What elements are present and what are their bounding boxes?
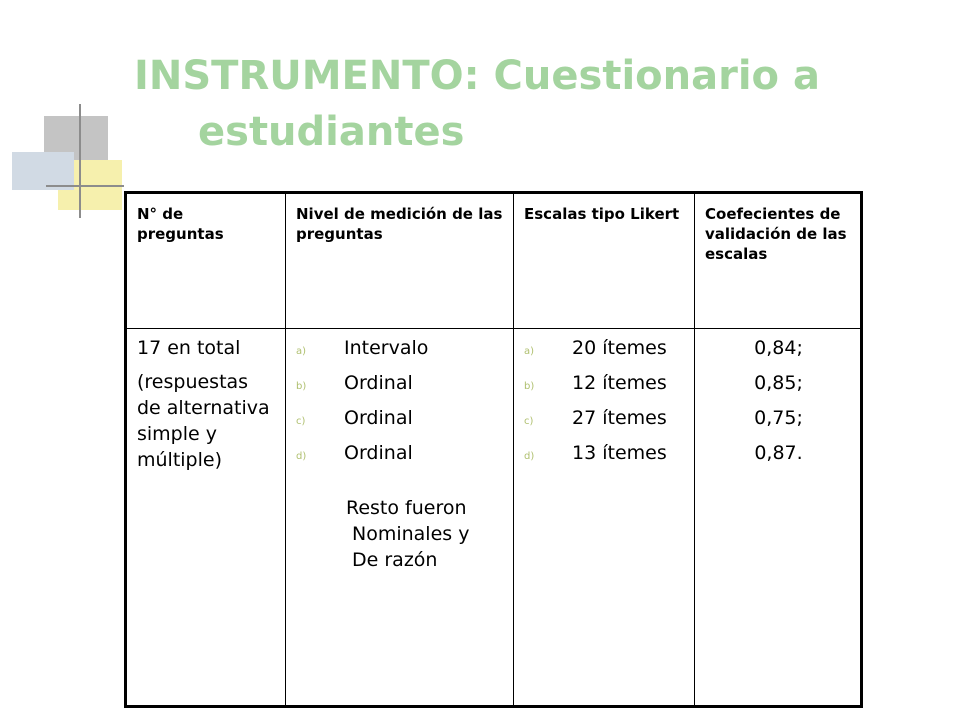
rest-note-line-2: Nominales y — [352, 523, 470, 545]
list-item-text: 13 ítemes — [572, 442, 667, 464]
list-marker: c) — [524, 416, 534, 427]
header-num-questions: N° de preguntas — [137, 205, 224, 243]
header-cell — [514, 193, 695, 329]
coefficient-value: 0,84; — [754, 337, 803, 359]
table-cell — [695, 329, 862, 707]
list-item — [296, 405, 505, 440]
likert-scales-cell — [514, 329, 694, 475]
list-marker: a) — [524, 346, 535, 357]
rest-note-line-1: Resto fueron — [346, 497, 467, 519]
table-cell — [286, 329, 514, 707]
table-cell — [126, 329, 286, 707]
likert-scales-list — [524, 335, 686, 475]
list-item — [524, 335, 686, 370]
title-line-2: estudiantes — [198, 109, 465, 155]
header-cell — [286, 193, 514, 329]
title-line-1: INSTRUMENTO: Cuestionario a — [134, 53, 820, 99]
header-cell — [126, 193, 286, 329]
list-item — [524, 440, 686, 475]
list-marker: c) — [296, 416, 306, 427]
response-types: (respuestas de alternativa simple y múltiple) — [137, 371, 270, 471]
header-validation-coefficients: Coefecientes de validación de las escalas — [705, 205, 847, 263]
table-header-row — [126, 193, 862, 329]
list-marker: a) — [296, 346, 307, 357]
instrument-table — [124, 191, 863, 708]
header-measurement-level: Nivel de medición de las preguntas — [296, 205, 503, 243]
list-item-text: 27 ítemes — [572, 407, 667, 429]
list-item — [296, 440, 505, 475]
decorative-line-horizontal — [46, 185, 124, 187]
total-questions: 17 en total — [137, 337, 241, 359]
list-marker: d) — [296, 451, 307, 462]
list-item — [296, 370, 505, 405]
list-item-text: Ordinal — [344, 442, 413, 464]
rest-note — [346, 495, 505, 573]
list-item-text: 12 ítemes — [572, 372, 667, 394]
list-marker: b) — [524, 381, 535, 392]
list-item — [524, 405, 686, 440]
list-item — [524, 370, 686, 405]
num-questions-cell — [127, 329, 285, 473]
list-marker: d) — [524, 451, 535, 462]
measurement-level-list — [296, 335, 505, 475]
slide-title — [134, 48, 820, 160]
list-marker: b) — [296, 381, 307, 392]
header-cell — [695, 193, 862, 329]
table-row — [126, 329, 862, 707]
table-cell — [514, 329, 695, 707]
list-item-text: Ordinal — [344, 407, 413, 429]
list-item — [296, 335, 505, 370]
list-item-text: Intervalo — [344, 337, 429, 359]
validation-coefficients-cell — [695, 329, 860, 475]
rest-note-line-3: De razón — [352, 549, 438, 571]
coefficient-value: 0,85; — [754, 372, 803, 394]
measurement-level-cell — [286, 329, 513, 573]
coefficient-value: 0,87. — [754, 442, 803, 464]
list-item-text: Ordinal — [344, 372, 413, 394]
decorative-line-vertical — [79, 104, 81, 218]
coefficient-value: 0,75; — [754, 407, 803, 429]
header-likert-scales: Escalas tipo Likert — [524, 205, 680, 223]
list-item-text: 20 ítemes — [572, 337, 667, 359]
